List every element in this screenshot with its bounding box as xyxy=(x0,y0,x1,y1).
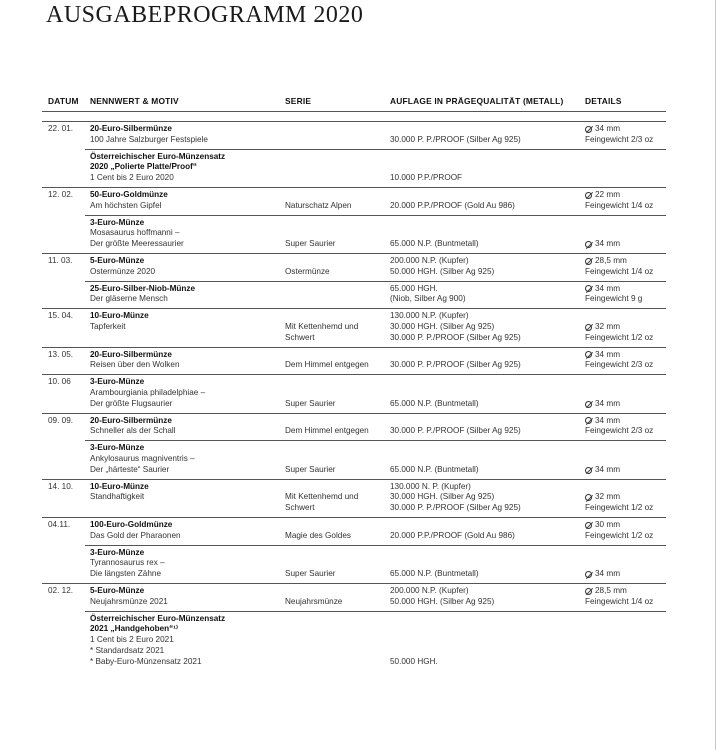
coin-motif: Standhaftigkeit xyxy=(90,492,145,502)
coin-mintage: 50.000 HGH. (Silber Ag 925) xyxy=(390,596,495,606)
coin-detail-text: 32 mm xyxy=(595,492,621,502)
page-title: AUSGABEPROGRAMM 2020 xyxy=(46,2,364,28)
coin-motif: Der größte Flugsaurier xyxy=(90,398,173,408)
row-separator xyxy=(42,479,666,480)
diameter-icon xyxy=(585,324,592,331)
coin-name: 3-Euro-Münze xyxy=(90,217,145,227)
coin-detail-text: 34 mm xyxy=(595,415,621,425)
coin-detail-text: Feingewicht 1/2 oz xyxy=(585,503,654,513)
coin-motif: 1 Cent bis 2 Euro 2020 xyxy=(90,173,174,183)
coin-detail xyxy=(585,465,620,476)
coin-motif: Ankylosaurus magniventris – xyxy=(90,454,195,463)
coin-name: 3-Euro-Münze xyxy=(90,547,145,557)
coin-mintage: 200.000 N.P. (Kupfer) xyxy=(390,586,469,595)
coin-detail-text: 34 mm xyxy=(595,464,621,474)
coin-detail-text: Feingewicht 2/3 oz xyxy=(585,134,654,144)
coin-mintage: 20.000 P.P./PROOF (Gold Au 986) xyxy=(390,200,515,210)
coin-motif: 1 Cent bis 2 Euro 2021 xyxy=(90,635,174,645)
coin-series: Dem Himmel entgegen xyxy=(285,426,369,436)
coin-detail-text: 22 mm xyxy=(595,190,621,199)
coin-mintage: 30.000 P. P./PROOF (Silber Ag 925) xyxy=(390,503,521,513)
coin-detail-text: Feingewicht 1/4 oz xyxy=(585,200,654,210)
coin-mintage: 65.000 HGH. xyxy=(390,283,438,293)
row-separator xyxy=(42,253,666,254)
diameter-icon xyxy=(585,571,592,578)
coin-detail xyxy=(585,503,653,514)
coin-motif: * Standardsatz 2021 xyxy=(90,646,165,655)
coin-mintage: 30.000 P. P./PROOF (Silber Ag 925) xyxy=(390,360,521,370)
header-auflage: AUFLAGE IN PRÄGEQUALITÄT (METALL) xyxy=(390,96,564,106)
coin-detail-text: 34 mm xyxy=(595,283,621,293)
coin-mintage: 65.000 N.P. (Buntmetall) xyxy=(390,398,479,408)
coin-name: 10-Euro-Münze xyxy=(90,481,149,491)
row-separator xyxy=(85,149,666,150)
coin-detail-text: 34 mm xyxy=(595,398,621,408)
row-separator xyxy=(85,545,666,546)
coin-name: Österreichischer Euro-Münzensatz xyxy=(90,613,226,623)
coin-name: 5-Euro-Münze xyxy=(90,586,145,595)
header-rule xyxy=(42,111,666,112)
coin-detail-text: 32 mm xyxy=(595,322,621,331)
coin-motif: Mosasaurus hoffmanni – xyxy=(90,228,180,238)
coin-detail-text: 34 mm xyxy=(595,124,621,133)
coin-detail-text: 34 mm xyxy=(595,349,621,359)
coin-motif: Der gläserne Mensch xyxy=(90,294,168,304)
coin-detail xyxy=(585,333,653,344)
coin-date: 09. 09. xyxy=(48,415,74,425)
coin-detail xyxy=(585,360,653,371)
diameter-icon xyxy=(585,467,592,474)
diameter-icon xyxy=(585,401,592,408)
row-separator xyxy=(42,187,666,188)
row-separator xyxy=(42,583,666,584)
coin-motif: Ostermünze 2020 xyxy=(90,266,156,276)
coin-mintage: 50.000 HGH. xyxy=(390,656,438,666)
coin-detail-text: 34 mm xyxy=(595,569,621,579)
diameter-icon xyxy=(585,285,592,292)
row-separator xyxy=(42,121,666,122)
coin-date: 22. 01. xyxy=(48,124,74,133)
coin-detail-text: Feingewicht 1/2 oz xyxy=(585,332,654,342)
row-separator xyxy=(85,611,666,612)
coin-detail xyxy=(585,267,653,278)
coin-detail xyxy=(585,124,620,135)
coin-detail xyxy=(585,586,627,597)
coin-date: 15. 04. xyxy=(48,311,74,321)
coin-motif: * Baby-Euro-Münzensatz 2021 xyxy=(90,656,202,666)
coin-detail xyxy=(585,201,653,212)
coin-motif: Tapferkeit xyxy=(90,322,126,331)
coin-motif: Reisen über den Wolken xyxy=(90,360,180,370)
coin-detail-text: Feingewicht 9 g xyxy=(585,294,643,304)
diameter-icon xyxy=(585,494,592,501)
coin-mintage: 30.000 P. P./PROOF (Silber Ag 925) xyxy=(390,134,521,144)
coin-detail-text: 34 mm xyxy=(595,239,621,249)
coin-detail xyxy=(585,322,620,333)
coin-motif: Arambourgiania philadelphiae – xyxy=(90,388,206,397)
diameter-icon xyxy=(585,126,592,133)
coin-date: 02. 12. xyxy=(48,586,74,595)
coin-detail xyxy=(585,531,653,542)
coin-name: 100-Euro-Goldmünze xyxy=(90,520,173,529)
coin-date: 13. 05. xyxy=(48,349,74,359)
row-separator xyxy=(85,281,666,282)
diameter-icon xyxy=(585,522,592,529)
coin-name: 5-Euro-Münze xyxy=(90,256,145,265)
coin-mintage: 30.000 HGH. (Silber Ag 925) xyxy=(390,492,495,502)
coin-name: 2020 „Polierte Platte/Proof“ xyxy=(90,162,197,172)
row-separator xyxy=(42,308,666,309)
coin-motif: Die längsten Zähne xyxy=(90,569,162,579)
coin-mintage: 65.000 N.P. (Buntmetall) xyxy=(390,464,479,474)
coin-date: 11. 03. xyxy=(48,256,73,265)
coin-detail xyxy=(585,190,620,201)
diameter-icon xyxy=(585,417,592,424)
coin-date: 14. 10. xyxy=(48,481,74,491)
coin-mintage: 130.000 N. P. (Kupfer) xyxy=(390,481,471,491)
coin-series: Super Saurier xyxy=(285,569,336,579)
row-separator xyxy=(85,440,666,441)
coin-detail-text: Feingewicht 1/2 oz xyxy=(585,530,654,540)
coin-detail xyxy=(585,256,627,267)
coin-detail xyxy=(585,239,620,250)
coin-date: 04.11. xyxy=(48,520,71,529)
coin-motif: Der größte Meeressaurier xyxy=(90,239,184,249)
coin-motif: Neujahrsmünze 2021 xyxy=(90,596,168,606)
diameter-icon xyxy=(585,351,592,358)
coin-detail-text: Feingewicht 2/3 oz xyxy=(585,360,654,370)
coin-series: Super Saurier xyxy=(285,464,336,474)
coin-mintage: 30.000 HGH. (Silber Ag 925) xyxy=(390,322,495,331)
coin-detail xyxy=(585,284,620,295)
header-serie: SERIE xyxy=(285,96,312,106)
page-border xyxy=(715,0,716,750)
header-details: DETAILS xyxy=(585,96,622,106)
row-separator xyxy=(42,347,666,348)
coin-detail xyxy=(585,520,620,531)
coin-mintage: 30.000 P. P./PROOF (Silber Ag 925) xyxy=(390,426,521,436)
coin-detail-text: 30 mm xyxy=(595,520,621,529)
coin-detail-text: 28,5 mm xyxy=(595,586,627,595)
coin-detail xyxy=(585,597,653,608)
coin-series: Mit Kettenhemd und xyxy=(285,492,359,502)
coin-name: 25-Euro-Silber-Niob-Münze xyxy=(90,283,196,293)
coin-detail xyxy=(585,294,642,305)
coin-detail-text: Feingewicht 1/4 oz xyxy=(585,266,654,276)
coin-name: 20-Euro-Silbermünze xyxy=(90,124,172,133)
coin-series: Schwert xyxy=(285,332,315,342)
coin-mintage: 50.000 HGH. (Silber Ag 925) xyxy=(390,266,495,276)
coin-name: 50-Euro-Goldmünze xyxy=(90,190,168,199)
coin-name: 3-Euro-Münze xyxy=(90,443,145,453)
coin-mintage: 20.000 P.P./PROOF (Gold Au 986) xyxy=(390,530,515,540)
coin-motif: Das Gold der Pharaonen xyxy=(90,530,181,540)
diameter-icon xyxy=(585,241,592,248)
coin-series: Ostermünze xyxy=(285,266,330,276)
diameter-icon xyxy=(585,258,592,265)
coin-name: 3-Euro-Münze xyxy=(90,377,145,387)
coin-mintage: 200.000 N.P. (Kupfer) xyxy=(390,256,469,265)
row-separator xyxy=(85,215,666,216)
coin-series: Neujahrsmünze xyxy=(285,596,343,606)
coin-detail xyxy=(585,399,620,410)
diameter-icon xyxy=(585,192,592,199)
coin-mintage: 65.000 N.P. (Buntmetall) xyxy=(390,569,479,579)
diameter-icon xyxy=(585,588,592,595)
coin-mintage: 130.000 N.P. (Kupfer) xyxy=(390,311,469,321)
coin-detail xyxy=(585,426,653,437)
coin-motif: Am höchsten Gipfel xyxy=(90,200,162,210)
row-separator xyxy=(42,517,666,518)
coin-series: Schwert xyxy=(285,503,315,513)
coin-detail-text: 28,5 mm xyxy=(595,256,627,265)
coin-detail-text: Feingewicht 1/4 oz xyxy=(585,596,654,606)
coin-motif: Schneller als der Schall xyxy=(90,426,176,436)
coin-mintage: 30.000 P. P./PROOF (Silber Ag 925) xyxy=(390,332,521,342)
coin-date: 12. 02. xyxy=(48,190,74,199)
header-nennwert: NENNWERT & MOTIV xyxy=(90,96,179,106)
coin-detail xyxy=(585,350,620,361)
coin-motif: Tyrannosaurus rex – xyxy=(90,558,165,568)
header-datum: DATUM xyxy=(48,96,79,106)
coin-series: Super Saurier xyxy=(285,398,336,408)
coin-detail xyxy=(585,135,653,146)
coin-motif: Der „härteste“ Saurier xyxy=(90,464,170,474)
coin-mintage: (Niob, Silber Ag 900) xyxy=(390,294,466,304)
row-separator xyxy=(42,413,666,414)
coin-name: 20-Euro-Silbermünze xyxy=(90,349,172,359)
row-separator xyxy=(42,374,666,375)
coin-mintage: 10.000 P.P./PROOF xyxy=(390,173,463,183)
coin-detail xyxy=(585,416,620,427)
coin-series: Super Saurier xyxy=(285,239,336,249)
coin-name: Österreichischer Euro-Münzensatz xyxy=(90,151,226,161)
coin-name: 20-Euro-Silbermünze xyxy=(90,415,172,425)
coin-detail-text: Feingewicht 2/3 oz xyxy=(585,426,654,436)
coin-series: Mit Kettenhemd und xyxy=(285,322,359,331)
coin-name: 10-Euro-Münze xyxy=(90,311,149,321)
coin-name: 2021 „Handgehoben“¹⁾ xyxy=(90,624,178,634)
coin-series: Dem Himmel entgegen xyxy=(285,360,369,370)
coin-series: Naturschatz Alpen xyxy=(285,200,352,210)
coin-mintage: 65.000 N.P. (Buntmetall) xyxy=(390,239,479,249)
coin-date: 10. 06 xyxy=(48,377,71,387)
coin-motif: 100 Jahre Salzburger Festspiele xyxy=(90,134,208,144)
coin-series: Magie des Goldes xyxy=(285,530,351,540)
coin-detail xyxy=(585,492,620,503)
coin-detail xyxy=(585,569,620,580)
